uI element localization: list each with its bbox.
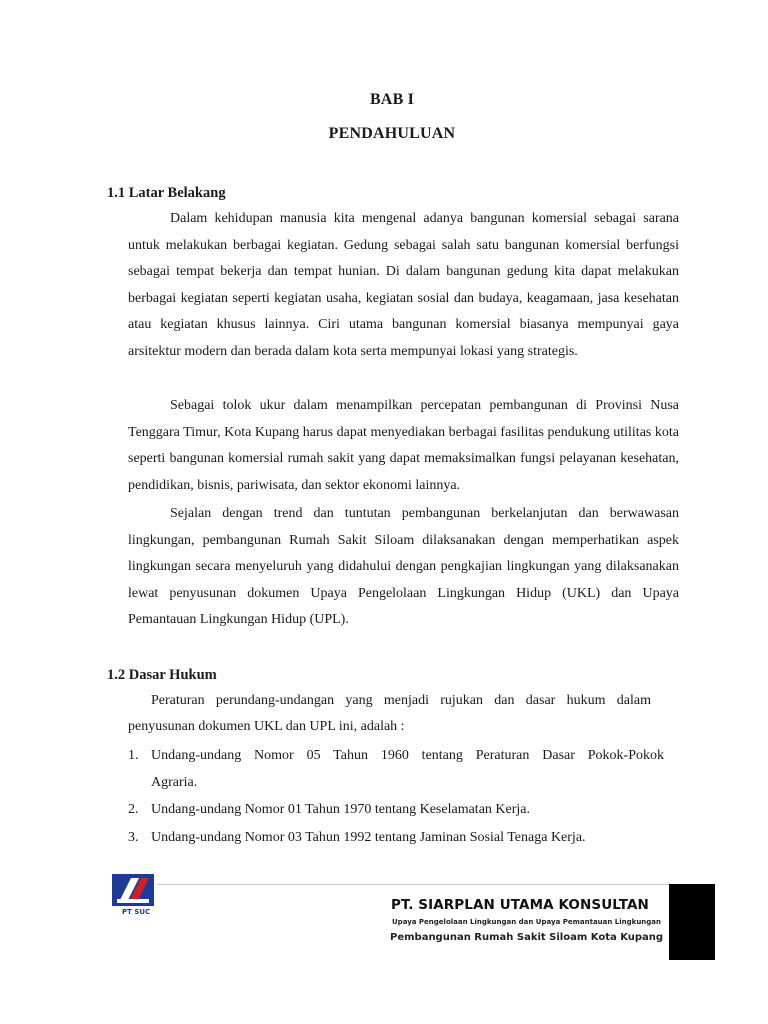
section-heading-latar-belakang: 1.1 Latar Belakang xyxy=(107,185,226,201)
logo-text: PT SUC xyxy=(122,908,151,916)
project-name: Pembangunan Rumah Sakit Siloam Kota Kupang xyxy=(390,932,664,943)
intro-line-2: penyusunan dokumen UKL dan UPL ini, adalah : xyxy=(128,719,405,734)
list-number: 2. xyxy=(128,802,139,817)
company-name: PT. SIARPLAN UTAMA KONSULTAN xyxy=(391,897,649,913)
company-logo xyxy=(109,872,157,918)
footer-divider xyxy=(155,884,669,885)
chapter-number: BAB I xyxy=(369,91,415,108)
list-number: 1. xyxy=(128,748,139,763)
intro-line-1: Peraturan perundang-undangan yang menjadi rujukan dan dasar hukum dalam xyxy=(151,693,651,708)
chapter-title: PENDAHULUAN xyxy=(328,125,456,142)
section-heading-dasar-hukum: 1.2 Dasar Hukum xyxy=(107,667,217,683)
list-item-1-line-2: Agraria. xyxy=(151,775,198,790)
footer-black-block xyxy=(669,884,715,960)
paragraph-3: Sejalan dengan trend dan tuntutan pembangunan berkelanjutan dan berwawasan lingkungan, pembangunan Rumah Sakit Siloam dilaksanakan dengan memperhatikan aspek lingkungan secara menyeluruh yang didahului dengan pengkajian lingkungan yang dilaksanakan lewat penyusunan dokumen Upaya Pengelolaan Lingkungan Hidup (UKL) dan Upaya Pemantauan Lingkungan Hidup (UPL). xyxy=(128,506,679,627)
list-number: 3. xyxy=(128,830,139,845)
list-item-3: Undang-undang Nomor 03 Tahun 1992 tentang Jaminan Sosial Tenaga Kerja. xyxy=(151,830,586,845)
paragraph-1: Dalam kehidupan manusia kita mengenal adanya bangunan komersial sebagai sarana untuk melakukan berbagai kegiatan. Gedung sebagai salah satu bangunan komersial berfungsi sebagai tempat bekerja dan tempat hunian. Di dalam bangunan gedung kita dapat melakukan berbagai kegiatan seperti kegiatan usaha, kegiatan sosial dan budaya, keagamaan, jasa kesehatan atau kegiatan khusus lainnya. Ciri utama bangunan komersial biasanya mempunyai gaya arsitektur modern dan berada dalam kota serta mempunyai lokasi yang strategis. xyxy=(128,211,679,359)
list-item-2: Undang-undang Nomor 01 Tahun 1970 tentang Keselamatan Kerja. xyxy=(151,802,530,817)
paragraph-2: Sebagai tolok ukur dalam menampilkan percepatan pembangunan di Provinsi Nusa Tenggara Timur, Kota Kupang harus dapat menyediakan berbagai fasilitas pendukung utilitas kota seperti bangunan komersial rumah sakit yang dapat memaksimalkan fungsi pelayanan kesehatan, pendidikan, bisnis, pariwisata, dan sektor ekonomi lainnya. xyxy=(128,398,679,493)
list-item-1-line-1: Undang-undang Nomor 05 Tahun 1960 tentang Peraturan Dasar Pokok-Pokok xyxy=(151,748,664,763)
document-tagline: Upaya Pengelolaan Lingkungan dan Upaya Pemantauan Lingkungan xyxy=(392,918,662,926)
